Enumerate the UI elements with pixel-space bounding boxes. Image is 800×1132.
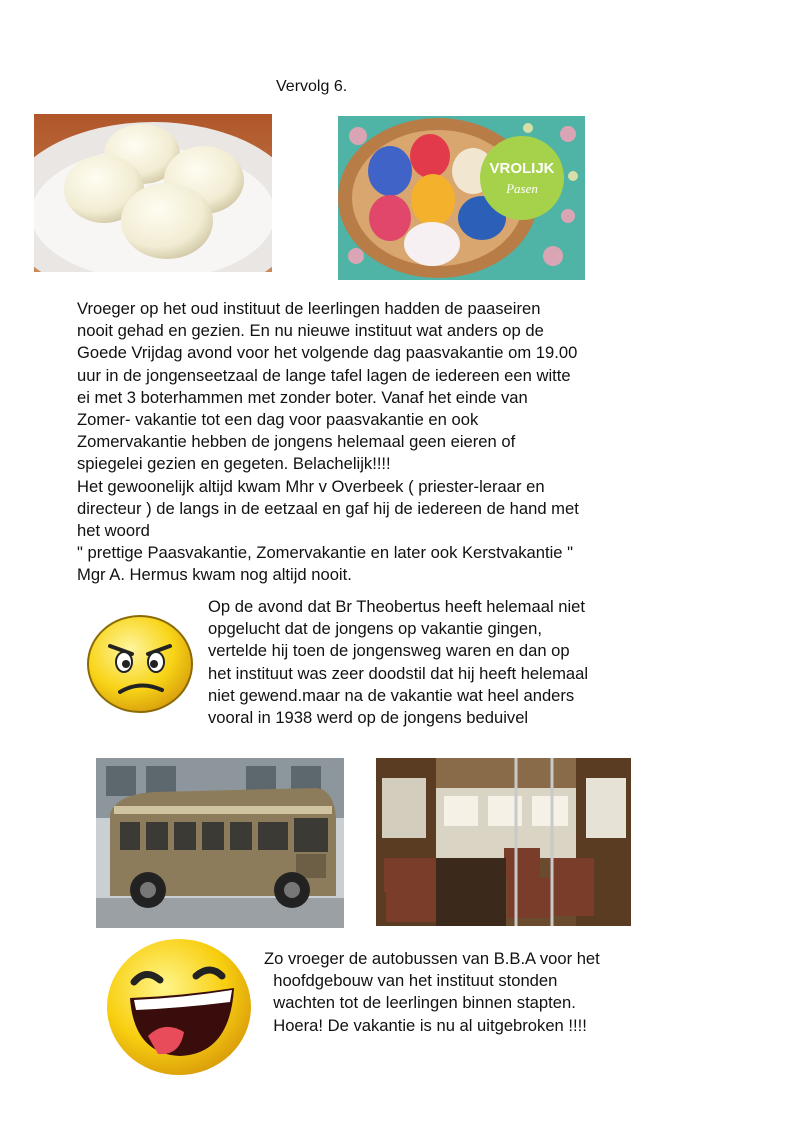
text-line: Het gewoonelijk altijd kwam Mhr v Overbeek ( priester-leraar en [77,476,545,496]
easter-card-text-2: Pasen [506,181,538,196]
text-line: ei met 3 boterhammen met zonder boter. Vanaf het einde van [77,387,528,407]
frowning-emoticon-icon [86,614,194,714]
boiled-eggs-photo [34,114,272,272]
text-line: " prettige Paasvakantie, Zomervakantie en later ook Kerstvakantie " [77,543,574,563]
easter-basket-photo [338,116,585,280]
text-line: Zo vroeger de autobussen van B.B.A voor het [264,949,600,968]
text-line: opgelucht dat de jongens op vakantie gingen, [208,619,542,639]
text-line: vertelde hij toen de jongensweg waren en dan op [208,641,570,661]
text-line: wachten tot de leerlingen binnen stapten. [264,993,576,1013]
text-line: uur in de jongenseetzaal de lange tafel lagen de iedereen een witte [77,365,571,385]
text-line: het instituut was zeer doodstil dat hij heeft helemaal [208,663,589,683]
page-title: Vervolg 6. [276,78,348,95]
text-line: hoofdgebouw van het instituut stonden [264,971,558,991]
text-line: Hoera! De vakantie is nu al uitgebroken !!!! [264,1015,587,1035]
text-line: het woord [77,521,150,541]
side-paragraph [208,596,588,729]
bus-interior-photo [376,758,631,926]
bottom-paragraph [264,948,600,1037]
text-line: Vroeger op het oud instituut de leerlingen hadden de paaseiren [77,299,541,318]
laughing-emoticon-icon [104,936,254,1078]
text-line: spiegelei gezien en gegeten. Belachelijk!!!! [77,454,391,474]
text-line: nooit gehad en gezien. En nu nieuwe instituut wat anders op de [77,321,544,341]
easter-card-text-1: VROLIJK [489,160,555,177]
text-line: Zomer- vakantie tot een dag voor paasvakantie en ook [77,410,479,430]
text-line: niet gewend.maar na de vakantie wat heel anders [208,685,575,705]
main-paragraph [77,298,579,587]
text-line: Op de avond dat Br Theobertus heeft helemaal niet [208,597,585,616]
text-line: Zomervakantie hebben de jongens helemaal geen eieren of [77,432,516,452]
text-line: Goede Vrijdag avond voor het volgende dag paasvakantie om 19.00 [77,343,578,363]
vintage-bus-photo [96,758,344,928]
text-line: Mgr A. Hermus kwam nog altijd nooit. [77,565,352,585]
text-line: directeur ) de langs in de eetzaal en gaf hij de iedereen de hand met [77,498,579,518]
text-line: vooral in 1938 werd op de jongens beduivel [208,708,529,728]
